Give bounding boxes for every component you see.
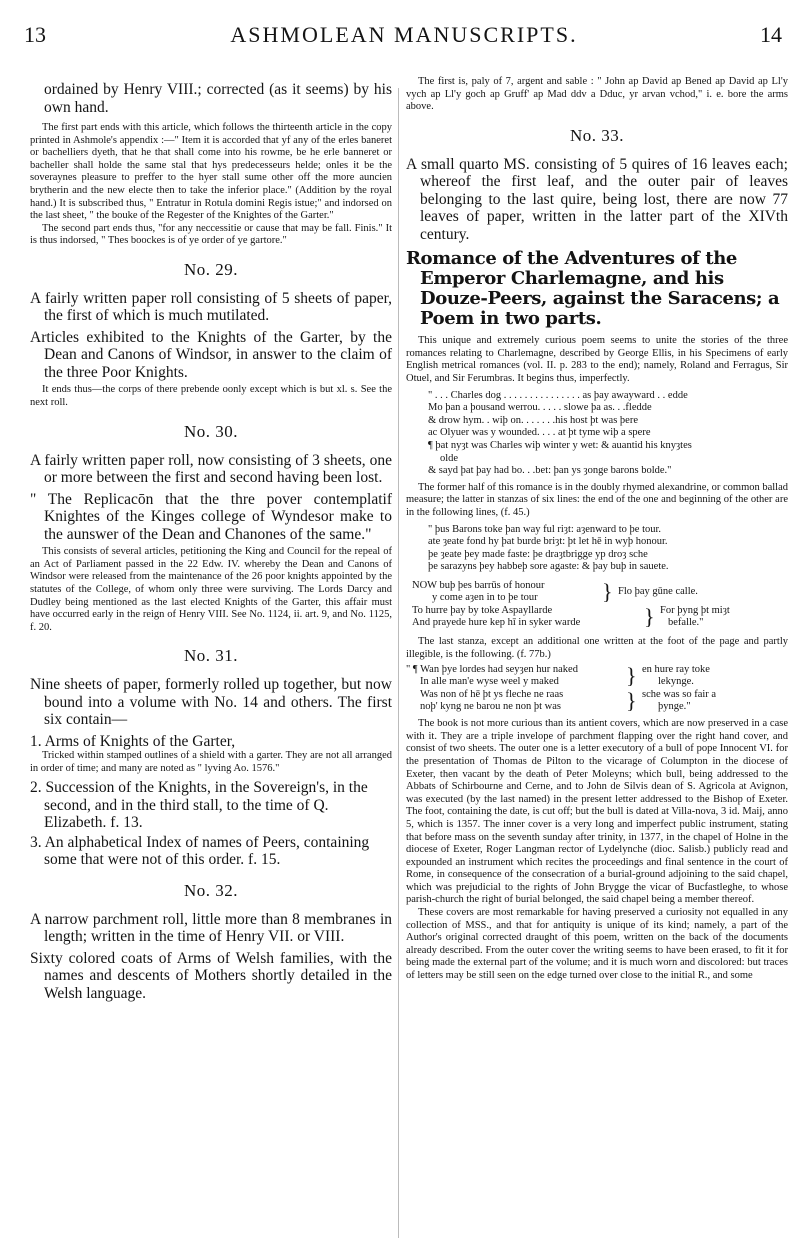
verse-line: Flo þay gūne calle. xyxy=(618,585,698,597)
verse-line: NOW buþ þes barrūs of honour xyxy=(412,579,545,591)
verse-line: & sayd þat þay had bo. . .bet: þan ys ȝonge barons bolde." xyxy=(428,465,672,477)
verse-line: noþ' kyng ne barou ne non þt was xyxy=(420,701,561,713)
no33-paragraph-3: The last stanza, except an additional one written at the foot of the page and partly illegible, is the following. (f. 77b.) xyxy=(406,635,788,660)
left-column xyxy=(30,76,392,1002)
no30-title: " The Replicacōn that the thre pover contemplatif Knightes of the Kinges college of Wyndesor make to the aunswer of the Dean and Chanones of the same." xyxy=(30,490,392,543)
no28-intro: ordained by Henry VIII.; corrected (as it seems) by his own hand. xyxy=(44,81,392,116)
heading-no30: No. 30. xyxy=(183,421,239,441)
verse-line: For þyng þt miȝt xyxy=(660,604,730,616)
right-column xyxy=(406,76,788,983)
brace: } xyxy=(626,663,637,689)
no28-paragraph-2: The second part ends thus, "for any neccessitie or cause that may be fall. Finis." It is thus indorsed, " Thes boockes is of ye order of ye gartore." xyxy=(30,222,392,247)
verse-line: ac Olyuer was y wounded. . . . at þt tyme wiþ a spere xyxy=(428,427,651,439)
no33-romance-title: Romance of the Adventures of the Emperor Charlemagne, and his Douze-Peers, against the Saracens; a Poem in two parts. xyxy=(406,248,780,330)
page-number-right: 14 xyxy=(760,22,782,47)
heading-no29: No. 29. xyxy=(183,259,239,279)
verse-line: " . . . Charles dog . . . . . . . . . . . . . . . as þay awayward . . edde xyxy=(428,389,688,401)
no33-paragraph-2: The former half of this romance is in the doubly rhymed alexandrine, or common ballad measure; the latter in stanzas of six lines: the end of the one and beginning of the other are in the following lines, (f. 45.) xyxy=(406,481,789,518)
heading-no32: No. 32. xyxy=(183,880,239,900)
heading-no31: No. 31. xyxy=(183,646,239,666)
verse-line: lekynge. xyxy=(658,676,694,688)
no31-item-2: 2. Succession of the Knights, in the Sovereign's, in the second, and in the third stall, to the time of Q. Elizabeth. f. 13. xyxy=(30,779,368,832)
verse-line: olde xyxy=(440,452,459,464)
verse-transition xyxy=(406,524,788,574)
no29-description: A fairly written paper roll consisting of 5 sheets of paper, the first of which is much mutilated. xyxy=(30,289,392,325)
column-divider xyxy=(398,88,399,1238)
verse-line: þe sarazyns þey habbeþ sore agaste: & þay buþ in sauete. xyxy=(428,561,669,573)
verse-line: sche was so fair a xyxy=(642,689,717,701)
no32-content: Sixty colored coats of Arms of Welsh families, with the names and descents of Mothers shortly detailed in the Welsh language. xyxy=(30,949,392,1002)
no29-title: Articles exhibited to the Knights of the Garter, by the Dean and Canons of Windsor, in answer to the claim of the three Poor Knights. xyxy=(30,328,392,381)
verse-line: þynge." xyxy=(658,701,691,713)
verse-line: ¶ þat nyȝt was Charles wiþ winter y wet: & auantid his knyȝtes xyxy=(428,440,692,452)
brace: } xyxy=(626,688,637,714)
stanza-last xyxy=(406,664,788,714)
brace: } xyxy=(644,603,655,629)
heading-no33: No. 33. xyxy=(569,125,625,145)
no31-item-1: 1. Arms of Knights of the Garter, xyxy=(30,732,236,750)
verse-line: y come aȝen in to þe tour xyxy=(432,591,538,603)
no30-note: This consists of several articles, petitioning the King and Council for the repeal of an Act of Parliament passed in the 22 Edw. IV. whereby the Dean and Canons of Windsor were released from the maintenance of the 26 poor knights appointed by the statutes of the College, of whom only three were surviving. The Lords Darcy and Dudley being mentioned as the last elected Knights of the Garter, this affair must have occurred early in the reign of Henry VIII. See No. 1124, ii. art. 9, and No. 1125, f. 20. xyxy=(30,546,392,633)
no33-paragraph-4: The book is not more curious than its antient covers, which are now preserved in a case with it. They are a triple invelope of parchment flapping over the right hand cover, and consist of two sheets. The outer one is a letter executory of a bull of pope Innocent VI. for the presentation of Thomas de Pilton to the vicarage of Columpton in the diocese of Exeter, then vacant by the death of Peter Moleyns; which bull, being addressed to the Abbats of Schirbourne and Cerne, and to John de Silvis dean of S. Agricola at Avignon, was executed (by the last named) in the present letter addressed to the Bishop of Exeter. The foot, containing the date, is cut off; but the bull is dated at Villa-nova, 3 id. Maij, anno 5, which is 1357. The inner cover is a very long and imperfect public instrument, stating that before mass on the seventh sunday after trinity, in 1377, in the chapel of Holne in the diocese of Exeter, Roger Langman rector of Lydelynche (dioc. Salisb.) publicly read and expounded an instrument which recites the proceedings and final sentence in the court of Rome, in consequence of the consecration of a burial-ground adjoining to the said chapel, which was prejudicial to the rights of John Brygge the vicar of Bucfastleghe, to whose parish-church the right of burial belonged, the said chapel being a member thereof. xyxy=(406,718,788,906)
verse-line: In alle man'e wyse weel y maked xyxy=(420,676,559,688)
verse-line: And prayede hure kep hī in syker warde xyxy=(412,616,581,628)
verse-line: " þus Barons toke þan way ful riȝt: aȝenward to þe tour. xyxy=(428,523,662,535)
no30-description: A fairly written paper roll, now consisting of 3 sheets, one or more between the first and second having been lost. xyxy=(30,451,392,487)
page-number-left: 13 xyxy=(24,22,46,47)
running-title: ASHMOLEAN MANUSCRIPTS. xyxy=(230,22,578,47)
verse-line: Was non of hē þt ys fleche ne raas xyxy=(420,689,564,701)
verse-opening xyxy=(406,390,788,478)
verse-line: To hurre þay by toke Aspayllarde xyxy=(412,604,553,616)
no32-continuation: The first is, paly of 7, argent and sable : " John ap David ap Bened ap David ap Ll'y vych ap Ll'y goch ap Gruff' ap Mad ddv a Dduc, yr arvan vchod," i. e. bore the arms above. xyxy=(406,76,788,113)
verse-line: & drow hym. . wiþ on. . . . . . .his host þt was þere xyxy=(428,414,638,426)
verse-line: befalle." xyxy=(668,616,704,628)
brace: } xyxy=(602,578,613,604)
verse-line: Mo þan a þousand werrou. . . . . slowe þa as. . .fledde xyxy=(428,402,652,414)
no28-paragraph-1: The first part ends with this article, which follows the thirteenth article in the copy printed in Ashmole's appendix :—" Item it is accorded that yf any of the erles baneret or bachelliers dyeth, that he that shall come into his rowme, be he erle banneret or bacheller shall holde the same stal that hys predecesseurs helde; onles it be the soveraynes pleasure to preffer to the hyer stall sume other off the more auncien brytherin and the new electe then to take the inferior place." (Addition by the royal hand.) It is subscribed thus, " Entratur in Rotula domini Regis istue;" and indorsed on the last sheet, " the bouke of the Regester of the Knightes of the Garter." xyxy=(30,122,392,222)
no29-note: It ends thus—the corps of there prebende oonly except which is but xl. s. See the next roll. xyxy=(30,384,392,409)
no31-description: Nine sheets of paper, formerly rolled up together, but now bound into a volume with No. 14 and others. The first six contain— xyxy=(30,676,392,729)
no33-paragraph-1: This unique and extremely curious poem seems to unite the stories of the three romances relating to Charlemagne, described by George Ellis, in his Specimens of early English metrical romances (vol. II. p. 283 to the end); namely, Roland and Ferragus, Sir Otuel, and Sir Ferumbras. It begins thus, imperfectly. xyxy=(406,335,788,385)
verse-line: " ¶ Wan þye lordes had seyȝen hur naked xyxy=(406,664,578,676)
no31-item-3: 3. An alphabetical Index of names of Peers, containing some that were not of this order. f. 15. xyxy=(30,833,370,869)
no32-description: A narrow parchment roll, little more than 8 membranes in length; written in the time of Henry VII. or VIII. xyxy=(30,910,392,946)
verse-line: en hure ray toke xyxy=(642,664,710,676)
no33-description: A small quarto MS. consisting of 5 quires of 16 leaves each; whereof the first leaf, and the outer pair of leaves belonging to the last quire, being lost, there are now 77 leaves of paper, written in the latter part of the XIVth century. xyxy=(406,155,788,243)
no33-paragraph-5: These covers are most remarkable for having preserved a curiosity not equalled in any collection of MSS., and that for antiquity is unique of its kind; namely, a part of the Author's original corrected draught of this poem, written on the back of the documents already described. From the outer cover the writing seems to have been erased, to fit it for being made the external part of the volume; and it is much worn and discolored: but traces of letters may be still seen on the edge turned over close to the initial R., and some xyxy=(406,907,788,982)
no31-item-1-note: Tricked within stamped outlines of a shield with a garter. They are not all arranged in order of time; and many are noted as " lyving Ao. 1576." xyxy=(30,750,392,774)
verse-line: ate ȝeate fond hy þat burde briȝt: þt let hē in wyþ honour. xyxy=(428,536,668,548)
verse-line: þe ȝeate þey made faste: þe draȝtbrigge yp droȝ sche xyxy=(428,548,648,560)
stanza-new-part xyxy=(406,580,788,632)
running-header xyxy=(0,22,808,62)
